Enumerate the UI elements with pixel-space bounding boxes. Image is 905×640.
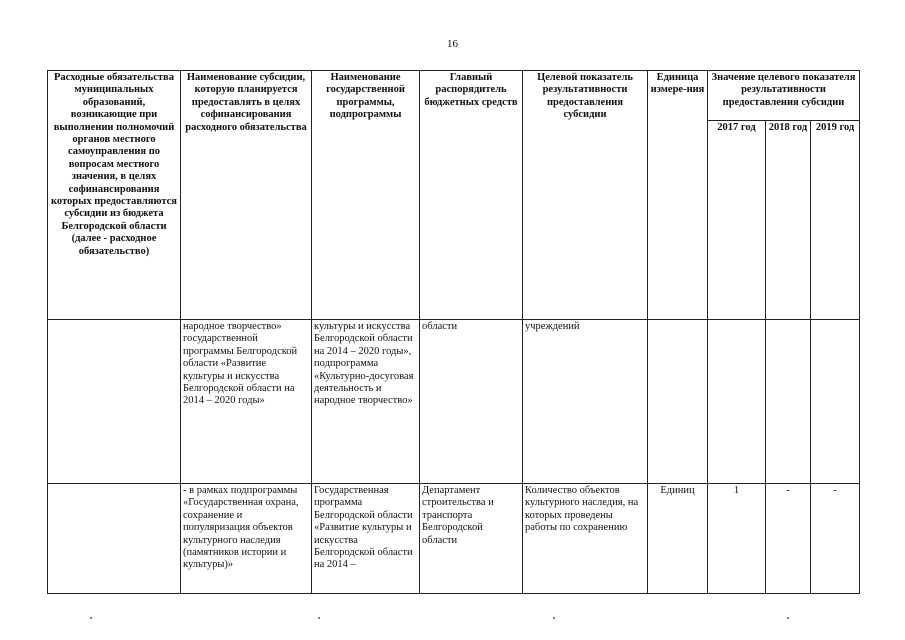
page-number: 16 [447, 38, 458, 50]
cell-2017: 1 [708, 484, 766, 594]
scan-specks [0, 617, 905, 627]
header-year-2017: 2017 год [708, 121, 766, 320]
cell-subsidy-name: народное творчество» государственной программы Белгородской области «Развитие культуры и искусства Белгородской области на 2014 – 2020 годы» [181, 320, 312, 484]
header-budget-manager: Главный распорядитель бюджетных средств [420, 71, 523, 320]
cell-target-indicator: учреждений [523, 320, 648, 484]
cell-2018 [766, 320, 811, 484]
header-target-indicator: Целевой показатель результативности предоставления субсидии [523, 71, 648, 320]
scan-speck [90, 617, 92, 619]
cell-program-name: Государственная программа Белгородской области «Развитие культуры и искусства Белгородской области на 2014 – [312, 484, 420, 594]
cell-2018: - [766, 484, 811, 594]
header-year-2018: 2018 год [766, 121, 811, 320]
cell-2017 [708, 320, 766, 484]
table-row [48, 320, 860, 484]
cell-budget-manager: области [420, 320, 523, 484]
scan-speck [787, 617, 789, 619]
cell-budget-manager: Департамент строительства и транспорта Белгородской области [420, 484, 523, 594]
cell-unit: Единиц [648, 484, 708, 594]
header-unit: Единица измере-ния [648, 71, 708, 320]
cell-obligation [48, 320, 181, 484]
cell-2019: - [811, 484, 860, 594]
cell-subsidy-name: - в рамках подпрограммы «Государственная охрана, сохранение и популяризация объектов культурного наследия (памятников истории и культуры)» [181, 484, 312, 594]
header-row [48, 71, 860, 121]
cell-unit [648, 320, 708, 484]
cell-target-indicator: Количество объектов культурного наследия, на которых проведены работы по сохранению [523, 484, 648, 594]
header-program-name: Наименование государственной программы, подпрограммы [312, 71, 420, 320]
cell-2019 [811, 320, 860, 484]
cell-program-name: культуры и искусства Белгородской области на 2014 – 2020 годы», подпрограмма «Культурно-досуговая деятельность и народное творчество» [312, 320, 420, 484]
header-target-value: Значение целевого показателя результативности предоставления субсидии [708, 71, 860, 121]
table-row [48, 484, 860, 594]
header-obligations: Расходные обязательства муниципальных образований, возникающие при выполнении полномочий органов местного самоуправления по вопросам местного значения, в целях софинансирования которых предоставляются субсидии из бюджета Белгородской области (далее - расходное обязательство) [48, 71, 181, 320]
scan-speck [553, 617, 555, 619]
subsidy-table [47, 70, 860, 594]
header-year-2019: 2019 год [811, 121, 860, 320]
scan-speck [318, 617, 320, 619]
cell-obligation [48, 484, 181, 594]
header-subsidy-name: Наименование субсидии, которую планируется предоставлять в целях софинансирования расходного обязательства [181, 71, 312, 320]
